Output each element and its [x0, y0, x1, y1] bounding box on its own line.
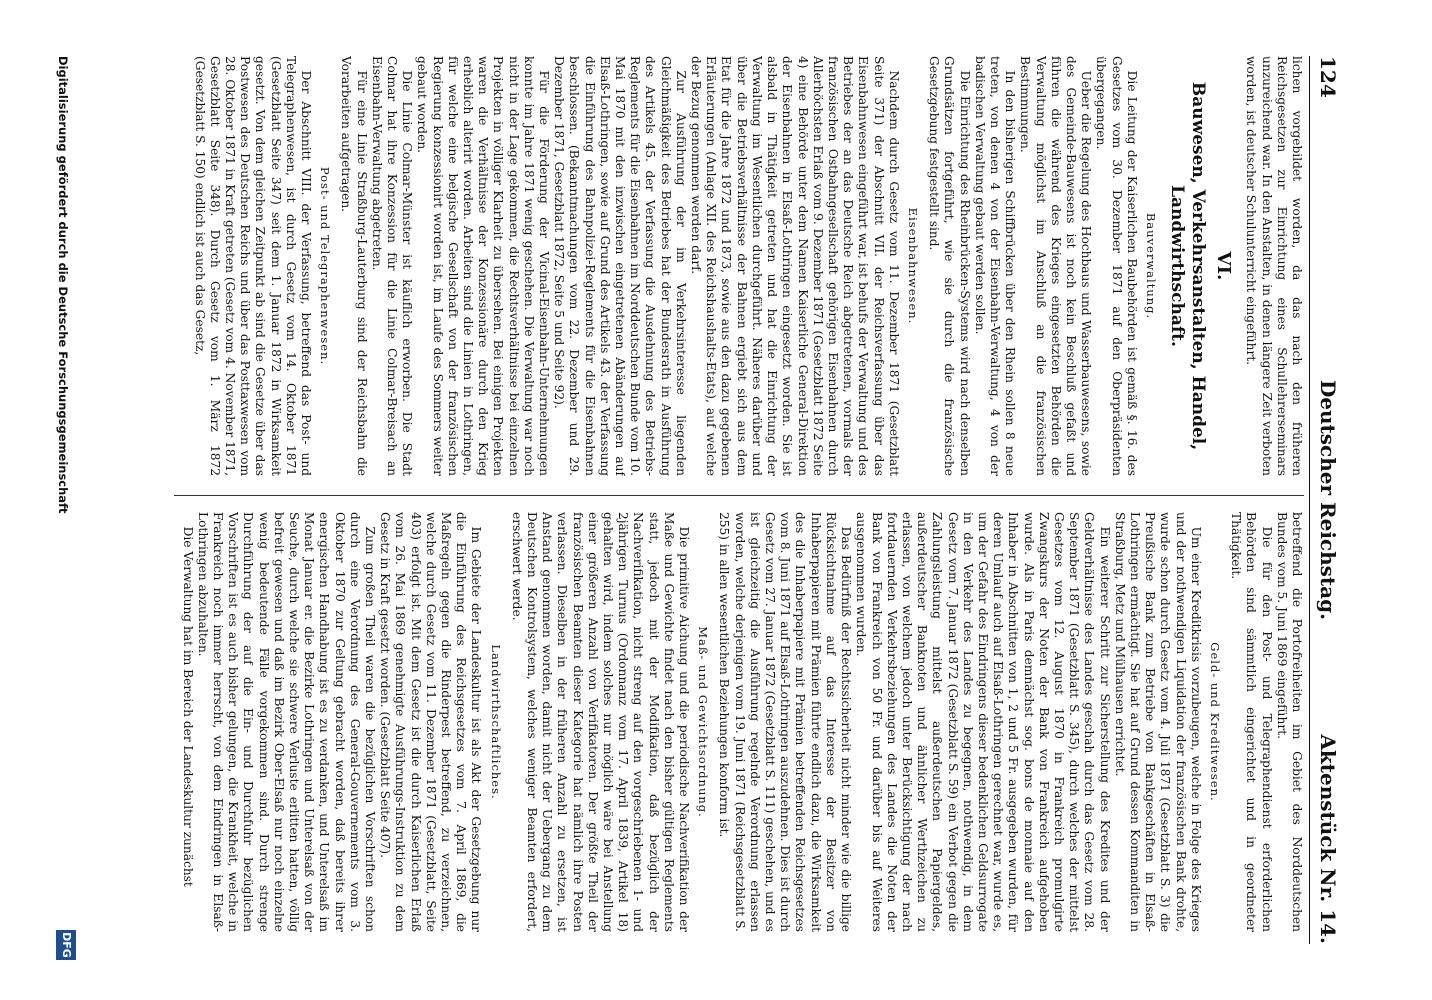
paragraph: Zur Ausführung der im Verkehrsinteresse liegenden Gleichmäßigkeit des Betriebes hat der Bundesrath in Ausführung des Artikels 45. der Verfassung die Ausdehnung des Betriebs-Reglements für die Eisenbahnen im Norddeutschen Bunde vom 10. Mai 1870 mit den inzwischen eingetretenen Abänderungen auf Elsaß-Lothringen, sowie auf Grund des Artikels 43. der Verfassung die Einführung des Bahnpolizei-Reglements für die Eisenbahnen beschlossen. (Bekanntmachungen vom 22. Dezember und 29. Dezember 1871, Gesetzblatt 1872, Seite 5 und Seite 92).: [552, 56, 688, 476]
paragraph: Ueber die Regelung des Hochbaus und Wasserbauwesens, sowie des Gemeinde-Bauwesens ist noch kein Beschluß gefaßt und führen die während des Krieges eingesetzten Behörden die Verwaltung möglichst im Anschluß an die französischen Bestimmungen.: [1018, 56, 1094, 476]
paragraph: Der Abschnitt VIII. der Verfassung, betreffend das Post- und Telegraphenwesen, ist durch Gesetz vom 14. Oktober 1871 (Gesetzblatt Seite 347) seit dem 1. Januar 1872 in Wirksamkeit gesetzt. Von dem gleichen Zeitpunkt ab sind die Gesetze über das Postwesen des Deutschen Reichs und über das Posttaxwesen vom 28. Oktober 1871 in Kraft getreten (Gesetz vom 4. November 1871, Gesetzblatt Seite 348). Durch Gesetz vom 1. März 1872 (Gesetzblatt S. 150) endlich ist auch das Gesetz,: [192, 56, 314, 476]
left-intro-paragraph: lichen vorgebildet worden, da das nach den früheren Reichsgesetzen zur Einrichtung eines Schullehrerseminars unzureichend war. In den Anstalten, in denen längere Zeit verboten worden, ist deutscher Schulunterricht eingeführt.: [1244, 56, 1304, 476]
paragraph: Um einer Kreditkrisis vorzubeugen, welche in Folge des Krieges und der nothwendigen Liquidation der französischen Bank drohte, wurde schon durch Gesetz vom 4. Juli 1871 (Gesetzblatt S. 3) die Preußische Bank zum Betriebe von Bankgeschäften in Elsaß-Lothringen ermächtigt. Sie hat auf Grund dessen Kommanditen in Straßburg, Metz und Mülhausen errichtet.: [1112, 512, 1203, 932]
page-header-title: Deutscher Reichstag.: [1316, 379, 1340, 621]
paragraph: Ein weiterer Schritt zur Sicherstellung des Kredites und der Geldverhältnisse des Landes geschah durch das Gesetz vom 28. September 1871 (Gesetzblatt S. 345), durch welches der mittelst Gesetzes vom 12. August 1870 in Frankreich promulgirte Zwangskurs der Noten der Bank von Frankreich aufgehoben wurde. Als in Paris demnächst sog. bons de monnaie auf den Inhaber in Abschnitten von 1, 2 und 5 Fr. ausgegeben wurden, für deren Umlauf auch auf Elsaß-Lothringen gerechnet war, wurde es, um der Gefahr des Eindringens dieser bedenklichen Geldsurrogate in den Verkehr des Landes zu begegnen, nothwendig, in dem Gesetz vom 7. Januar 1872 (Gesetzblatt S. 59) ein Verbot gegen die Zahlungsleistung mittelst außerdeutschen Papiergeldes, außerdeutscher Banknoten und ähnlicher Werthzeichen zu erlassen, von welchem jedoch unter Berücksichtigung der nach fortdauernden Verkehrsbeziehungen des Landes die Noten der Bank von Frankreich von 50 Fr. und darüber bis auf Weiteres ausgenommen wurden.: [854, 512, 1112, 932]
paragraph: Nachdem durch Gesetz vom 11. Dezember 1871 (Gesetzblatt Seite 371) der Abschnitt VII. der Reichsverfassung über das Eisenbahnwesen eingeführt war, ist behufs der Verwaltung und des Betriebes der an das Deutsche Reich abgetretenen, vormals der französischen Ostbahngesellschaft gehörigen Eisenbahnen durch Allerhöchsten Erlaß vom 9. Dezember 1871 (Gesetzblatt 1872 Seite 4) eine Behörde unter dem Namen Kaiserliche General-Direktion der Eisenbahnen in Elsaß-Lothringen eingesetzt worden. Sie ist alsbald in Thätigkeit getreten und hat die Einrichtung der Verwaltung im Wesentlichen durchgeführt. Näheres darüber und über die Betriebsverhältnisse der Bahnen ergiebt sich aus dem Etat für die Jahre 1872 und 1873, sowie aus den dazu gegebenen Erläuterungen (Anlage XII. des Reichshaushalts-Etats), auf welche der Bezug genommen werden darf.: [689, 56, 901, 476]
subsection-heading-bau: Bauverwaltung.: [1143, 212, 1158, 320]
page-number: 124: [1316, 56, 1340, 98]
paragraph: Für eine Linie Straßburg-Lauterburg sind der Reichsbahn die Vorarbeiten aufgetragen.: [339, 56, 369, 476]
section-roman-numeral: VI.: [1213, 251, 1235, 281]
right-column: [174, 512, 1304, 932]
subsection-heading-mass: Maß- und Gewichtsordnung.: [696, 626, 711, 818]
paragraph: Die Verwaltung hat im Bereich der Landeskultur zunächst: [180, 526, 195, 887]
dfg-logo-badge: DFG: [56, 930, 76, 960]
right-intro-paragraph: betreffend die Portofreiheiten im Gebiet des Norddeutschen Bundes vom 5. Juni 1869 eingeführt.: [1274, 512, 1304, 932]
paragraph: Im Gebiete der Landeskultur ist als Akt der Gesetzgebung nur die Einführung des Reichsgesetzes vom 7. April 1869, die Maßregeln gegen die Rinderpest betreffend, zu verzeichnen, welche durch Gesetz vom 11. Dezember 1871 (Gesetzblatt, Seite 403) erfolgt ist. Mit dem Gesetz ist die durch Kaiserlichen Erlaß vom 26. Mai 1869 genehmigte Ausführungs-Instruktion zu dem Gesetz in Kraft gesetzt worden. (Gesetzblatt Seite 407).: [378, 512, 484, 932]
column-divider: [174, 495, 1304, 496]
document-reference: Aktenstück Nr. 14.: [1316, 734, 1340, 944]
paragraph: Die Leitung der Kaiserlichen Baubehörden ist gemäß §. 16. des Gesetzes vom 30. Dezember 1871 auf den Oberpräsidenten übergegangen.: [1094, 56, 1139, 476]
digitization-credit: Digitalisierung gefördert durch die Deutsche Forschungsgemeinschaft: [56, 56, 70, 514]
page-header: [1309, 56, 1340, 944]
subsection-heading-land: Landwirthschaftliches.: [488, 644, 503, 800]
subsection-heading-geld: Geld- und Kreditwesen.: [1207, 642, 1222, 802]
paragraph: Die primitive Aichung und die periodische Nachverifikation der Maße und Gewichte findet nach den bisher gültigen Reglements statt, jedoch mit der Modifikation, daß bezüglich der Nachverifikation, nicht streng auf den vorgeschriebenen 1- und 2jährigen Turnus (Ordonnanz vom 17. April 1839, Artikel 18) gehalten wird, indem solches nur möglich wäre bei Anstellung einer größeren Anzahl von Verifikatoren. Der größte Theil der französischen Beamten dieser Kategorie hat nämlich ihre Posten verlassen. Dieselben in der früheren Anzahl zu ersetzen, ist Anstand genommen worden, damit nicht der Uebergang zu dem Deutschen Kontrolsystem, welches weniger Beamten erfordert, erschwert werde.: [509, 512, 692, 932]
paragraph: Die Einrichtung des Rheinbrücken-Systems wird nach denselben Grundsätzen fortgeführt, wie sie durch die französische Gesetzgebung festgestellt sind.: [927, 56, 972, 476]
paragraph: Zum großen Theil waren die bezüglichen Vorschriften schon durch eine Verordnung des General-Gouvernements vom 3. Oktober 1870 zur Geltung gebracht worden, daß bereits ihrer energischen Handhabung ist es zu verdanken, und Unterelsaß im Monat Januar er. die Bezirke Lothringen und Unterelsaß von der Seuche, durch welche sie schwere Verluste erlitten hatten, völlig befreit gewesen und daß im Bezirk Ober-Elsaß nur noch einzelne wenig bedeutende Fälle vorgekommen sind. Durch strenge Durchführung der auf die Ein- und Durchfuhr bezüglichen Vorschriften ist es auch bisher gelungen, die Krankheit, welche in Frankreich noch immer herrscht, von dem Eindringen in Elsaß-Lothringen abzuhalten.: [195, 512, 378, 932]
paragraph: Die für den Post- und Telegraphendienst erforderlichen Behörden sind sämmtlich eingerichtet und in geordneter Thätigkeit.: [1229, 512, 1274, 932]
left-column: [174, 56, 1304, 476]
paragraph: Die Linie Colmar-Münster ist käuflich erworben. Die Stadt Colmar hat ihre Konzession für die Linie Colmar-Breisach an Eisenbahn-Verwaltung abgetreten.: [369, 56, 415, 476]
paragraph: In den bisherigen Schiffbrücken über den Rhein sollen 8 neue treten, von denen 4 von der Eisenbahn-Verwaltung, 4 von der badischen Verwaltung gebaut werden sollen.: [972, 56, 1018, 476]
subsection-heading-post: Post- und Telegraphenwesen.: [318, 166, 333, 366]
paragraph: Für die Förderung der Vicinal-Eisenbahn-Unternehmungen konnte im Jahre 1871 wenig geschehen. Die Verwaltung war noch nicht in der Lage gekommen, die Rechtsverhältnisse bei einzelnen Projekten in völliger Klarheit zu übersehen. Bei einigen Projekten waren die Verhältnisse der Konzessionäre durch den Krieg erheblich alterirt worden. Arbeiten sind die Linien in Lothringen, für welche eine belgische Gesellschaft von der französischen Regierung konzessionirt worden ist, im Laufe des Sommers weiter gebaut worden.: [415, 56, 552, 476]
subsection-heading-eisenbahn: Eisenbahnwesen.: [905, 207, 920, 325]
paragraph: Das Bedürfniß der Rechtssicherheit nicht minder wie die billige Rücksichtnahme auf das Interesse der Besitzer von Inhaberpapieren mit Prämien führte endlich dazu, die Wirksamkeit des die Inhaberpapiere mit Prämien betreffenden Reichsgesetzes vom 8. Juni 1871 auf Elsaß-Lothringen auszudehnen. Dies ist durch Gesetz vom 27. Januar 1872 (Gesetzblatt S. 111) geschehen, und es ist gleichzeitig die Ausführung regelnde Verordnung erlassen worden, welche derjenigen vom 19. Juni 1871 (Reichsgesetzblatt S. 255) in allen wesentlichen Beziehungen konform ist.: [717, 512, 854, 932]
section-title: Bauwesen, Verkehrsanstalten, Handel, Landwirthschaft.: [1166, 81, 1208, 451]
